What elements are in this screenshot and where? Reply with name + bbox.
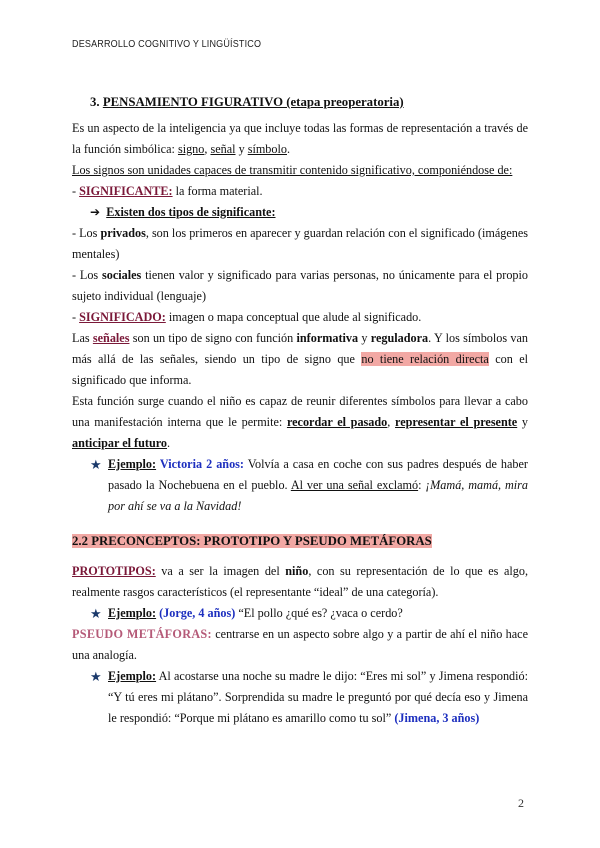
paragraph-prototipos: PROTOTIPOS: va a ser la imagen del niño, con su representación de lo que es algo, realmente rasgos característicos (el representante “ideal” de una categoría).	[72, 564, 528, 599]
star-icon: ★	[90, 669, 102, 684]
star-icon: ★	[90, 457, 102, 472]
arrow-right-icon: ➔	[90, 205, 101, 219]
section-3-heading	[90, 92, 528, 112]
paragraph-intro: Es un aspecto de la inteligencia ya que incluye todas las formas de representación a través de la función simbólica: signo, señal y símbolo.	[72, 121, 528, 156]
label-prototipos: PROTOTIPOS:	[72, 564, 156, 578]
document-header: DESARROLLO COGNITIVO Y LINGÜÍSTICO	[72, 38, 262, 50]
item-sociales: - Los sociales tienen valor y significado para varias personas, no únicamente para el propio sujeto individual (lenguaje)	[72, 268, 528, 303]
highlight-no-relacion: no tiene relación directa	[361, 352, 489, 366]
page-number: 2	[518, 796, 524, 810]
section-3-title: PENSAMIENTO FIGURATIVO (etapa preoperatoria)	[102, 95, 404, 109]
example-victoria: ★ Ejemplo: Victoria 2 años: Volvía a casa en coche con sus padres después de haber pasado la Nochebuena en el pueblo. Al ver una señal exclamó: ¡Mamá, mamá, mira por ahí se va a la Navidad!	[72, 454, 528, 517]
item-significante: - SIGNIFICANTE: la forma material.	[72, 184, 263, 198]
paragraph-pseudo: PSEUDO METÁFORAS: centrarse en un aspecto sobre algo y a partir de ahí el niño hace una analogía.	[72, 627, 528, 662]
item-privados: - Los privados, son los primeros en aparecer y guardan relación con el significado (imágenes mentales)	[72, 226, 528, 261]
term-senal: señal	[210, 142, 236, 156]
label-significante: SIGNIFICANTE:	[79, 184, 173, 198]
section-2-2-heading: 2.2 PRECONCEPTOS: PROTOTIPO Y PSEUDO METÁFORAS	[72, 534, 432, 548]
example-jorge: ★ Ejemplo: (Jorge, 4 años) “El pollo ¿qué es? ¿vaca o cerdo?	[72, 603, 528, 624]
subheading-tipos: ➔ Existen dos tipos de significante:	[90, 205, 276, 219]
paragraph-senales: Las señales son un tipo de signo con función informativa y reguladora. Y los símbolos van más allá de las señales, siendo un tipo de signo que no tiene relación directa con el significado que informa.	[72, 331, 528, 387]
paragraph-signos: Los signos son unidades capaces de transmitir contenido significativo, componiéndose de:	[72, 163, 513, 177]
term-signo: signo	[177, 142, 205, 156]
item-significado: - SIGNIFICADO: imagen o mapa conceptual que alude al significado.	[72, 310, 422, 324]
star-icon: ★	[90, 606, 102, 621]
label-significado: SIGNIFICADO:	[79, 310, 166, 324]
document-body	[72, 92, 528, 729]
term-simbolo: símbolo	[247, 142, 287, 156]
example-jimena: ★ Ejemplo: Al acostarse una noche su madre le dijo: “Eres mi sol” y Jimena respondió: “Y tú eres mi plátano”. Sorprendida su madre le preguntó por qué decía eso y Jimena le respondió: “Porque mi plátano es amarillo como tu sol” (Jimena, 3 años)	[72, 666, 528, 729]
label-pseudo-metaforas: PSEUDO METÁFORAS:	[72, 627, 212, 641]
paragraph-funcion: Esta función surge cuando el niño es capaz de reunir diferentes símbolos para llevar a cabo una manifestación interna que le permite: recordar el pasado, representar el presente y anticipar el futuro.	[72, 394, 529, 450]
section-3-number: 3.	[90, 95, 100, 109]
